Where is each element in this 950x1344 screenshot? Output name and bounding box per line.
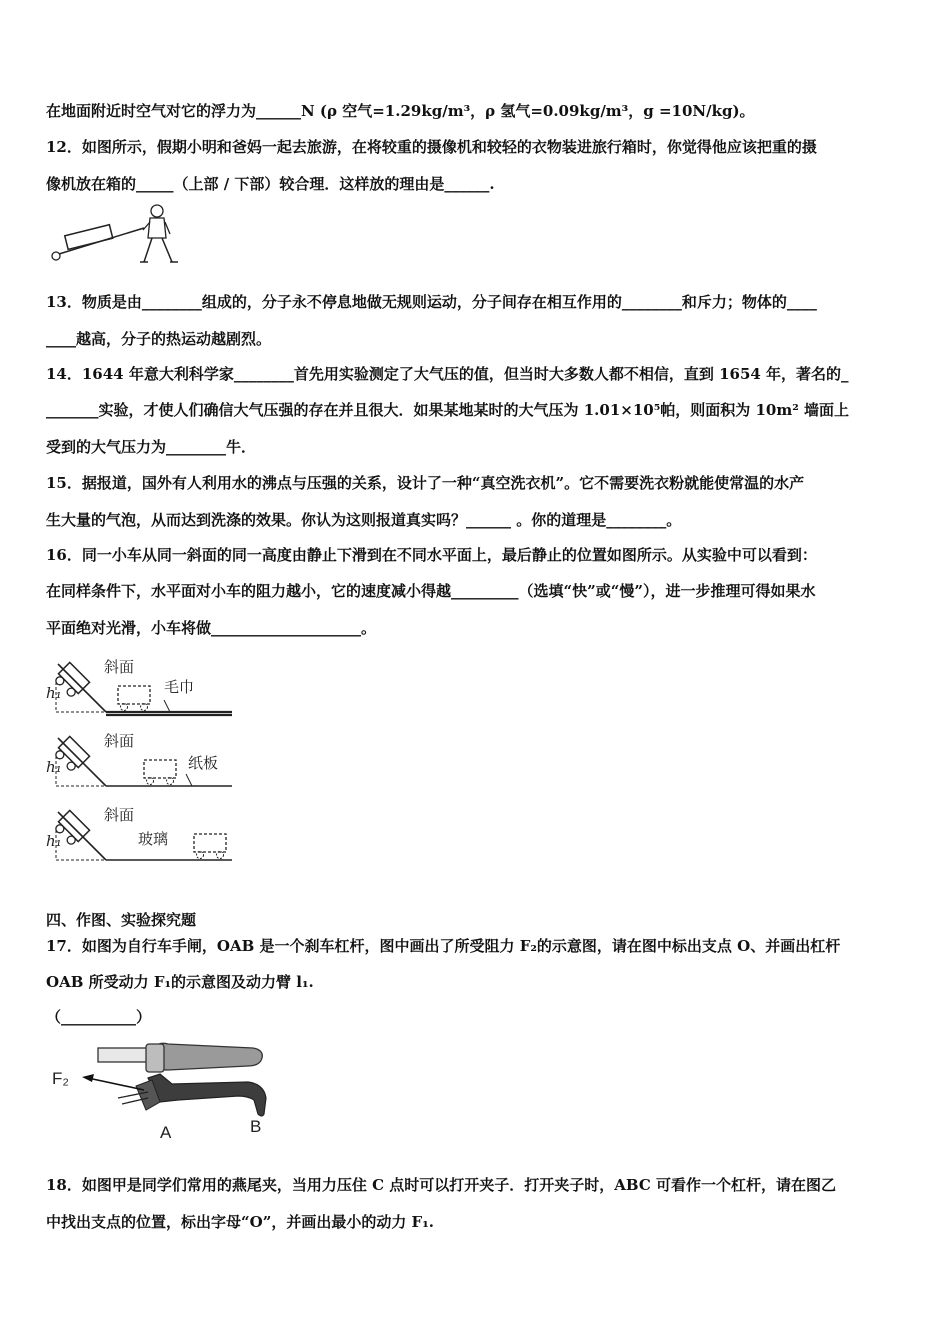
incline-label-3: 斜面 — [104, 806, 135, 824]
answer-blank: （__________） — [46, 1008, 152, 1026]
height-label-1: h₁ — [46, 684, 62, 702]
question-18-line-1: 18．如图甲是同学们常用的燕尾夹，当用力压住 C 点时可以打开夹子．打开夹子时，ABC 可看作一个杠杆，请在图乙 — [46, 1176, 837, 1194]
question-14-line-2: _______实验，才使人们确信大气压强的存在并且很大．如果某地某时的大气压为 1.01×10⁵帕，则面积为 10m² 墙面上 — [46, 401, 850, 419]
question-17-line-1: 17．如图为自行车手闸，OAB 是一个刹车杠杆，图中画出了所受阻力 F₂的示意图，请在图中标出支点 O、并画出杠杆 — [46, 937, 841, 955]
question-18-line-2: 中找出支点的位置，标出字母“O”，并画出最小的动力 F₁. — [46, 1213, 434, 1231]
question-14-line-1: 14．1644 年意大利科学家________首先用实验测定了大气压的值，但当时大多数人都不相信，直到 1654 年，著名的_ — [46, 365, 849, 383]
height-label-3: h₁ — [46, 832, 62, 850]
suitcase-figure — [44, 200, 184, 266]
brake-lever-figure — [48, 1040, 278, 1140]
surface-label-cardboard: 纸板 — [188, 754, 219, 772]
question-16-line-1: 16．同一小车从同一斜面的同一高度由静止下滑到在不同水平面上，最后静止的位置如图所示。从实验中可以看到： — [46, 546, 817, 564]
question-16-line-2: 在同样条件下，水平面对小车的阻力越小，它的速度减小得越_________（选填“快”或“慢”），进一步推理可得如果水 — [46, 582, 816, 600]
question-12-line-1: 12．如图所示，假期小明和爸妈一起去旅游，在将较重的摄像机和较轻的衣物装进旅行箱时，你觉得他应该把重的摄 — [46, 138, 817, 156]
incline-panel-glass — [46, 806, 232, 860]
question-13-line-2: ____越高，分子的热运动越剧烈。 — [46, 330, 272, 348]
question-15-line-2: 生大量的气泡，从而达到洗涤的效果。你认为这则报道真实吗？______ 。你的道理是________。 — [46, 511, 682, 529]
incline-panel-cardboard — [46, 732, 232, 786]
surface-label-towel: 毛巾 — [164, 678, 195, 696]
incline-figure — [46, 652, 246, 874]
question-17-line-2: OAB 所受动力 F₁的示意图及动力臂 l₁. — [46, 973, 314, 991]
surface-label-glass: 玻璃 — [138, 830, 169, 848]
point-a-label: A — [160, 1123, 172, 1140]
question-16-line-3: 平面绝对光滑，小车将做____________________。 — [46, 619, 377, 637]
question-14-line-3: 受到的大气压力为________牛． — [46, 438, 257, 456]
question-13-line-1: 13．物质是由________组成的，分子永不停息地做无规则运动，分子间存在相互作用的________和斥力；物体的____ — [46, 293, 817, 311]
question-12-line-2: 像机放在箱的_____（上部 / 下部）较合理．这样放的理由是______. — [46, 175, 495, 193]
incline-label-1: 斜面 — [104, 658, 135, 676]
incline-label-2: 斜面 — [104, 732, 135, 750]
height-label-2: h₁ — [46, 758, 62, 776]
incline-panel-towel — [46, 658, 232, 715]
point-b-label: B — [250, 1117, 262, 1136]
text-line-1: 在地面附近时空气对它的浮力为______N (ρ 空气=1.29kg/m³，ρ 氢气=0.09kg/m³，g =10N/kg)。 — [46, 102, 755, 120]
force-f2-label: F₂ — [52, 1069, 69, 1088]
question-15-line-1: 15．据报道，国外有人利用水的沸点与压强的关系，设计了一种“真空洗衣机”。它不需要洗衣粉就能使常温的水产 — [46, 474, 805, 492]
section-heading: 四、作图、实验探究题 — [46, 911, 197, 929]
